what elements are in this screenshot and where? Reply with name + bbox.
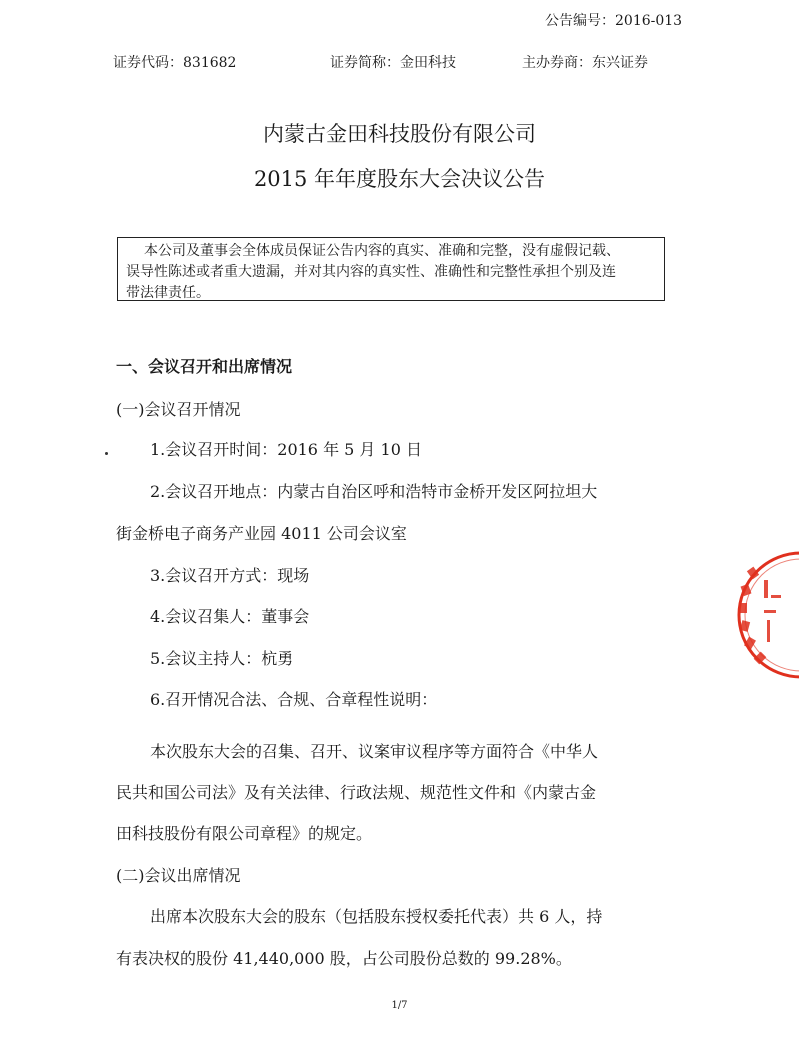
meeting-convener: 4.会议召集人：董事会 [150, 607, 310, 626]
section-heading: 一、会议召开和出席情况 [116, 357, 293, 376]
meeting-method: 3.会议召开方式：现场 [150, 566, 310, 585]
attendance-paragraph: 有表决权的股份 41,440,000 股，占公司股份总数的 99.28%。 [116, 949, 572, 968]
meeting-venue: 2.会议召开地点：内蒙古自治区呼和浩特市金桥开发区阿拉坦大 [150, 482, 598, 501]
meeting-host: 5.会议主持人：杭勇 [150, 649, 294, 668]
company-title: 内蒙古金田科技股份有限公司 [263, 122, 536, 146]
legality-heading: 6.召开情况合法、合规、合章程性说明： [150, 690, 438, 709]
subsection-heading: (二)会议出席情况 [116, 866, 241, 885]
meeting-time: 1.会议召开时间：2016 年 5 月 10 日 [150, 440, 422, 459]
company-seal [729, 540, 799, 690]
scan-speck [105, 452, 108, 455]
attendance-paragraph: 出席本次股东大会的股东（包括股东授权委托代表）共 6 人，持 [150, 907, 603, 926]
disclaimer-line: 本公司及董事会全体成员保证公告内容的真实、准确和完整，没有虚假记载、 [144, 243, 620, 259]
legality-paragraph: 本次股东大会的召集、召开、议案审议程序等方面符合《中华人 [150, 742, 599, 761]
subsection-heading: (一)会议召开情况 [116, 400, 241, 419]
announcement-number: 公告编号：2016-013 [545, 13, 683, 29]
page-number: 1/7 [391, 1000, 408, 1011]
stock-short-name: 证券简称：金田科技 [330, 55, 456, 71]
disclaimer-line: 带法律责任。 [126, 285, 210, 301]
stock-code: 证券代码：831682 [113, 55, 237, 71]
legality-paragraph: 民共和国公司法》及有关法律、行政法规、规范性文件和《内蒙古金 [116, 783, 597, 802]
document-title: 2015 年年度股东大会决议公告 [253, 167, 546, 191]
disclaimer-box [117, 237, 665, 301]
legality-paragraph: 田科技股份有限公司章程》的规定。 [116, 824, 373, 843]
meeting-venue-cont: 街金桥电子商务产业园 4011 公司会议室 [116, 524, 407, 543]
disclaimer-line: 误导性陈述或者重大遗漏，并对其内容的真实性、准确性和完整性承担个别及连 [126, 264, 616, 280]
sponsor-broker: 主办券商：东兴证券 [522, 55, 648, 71]
